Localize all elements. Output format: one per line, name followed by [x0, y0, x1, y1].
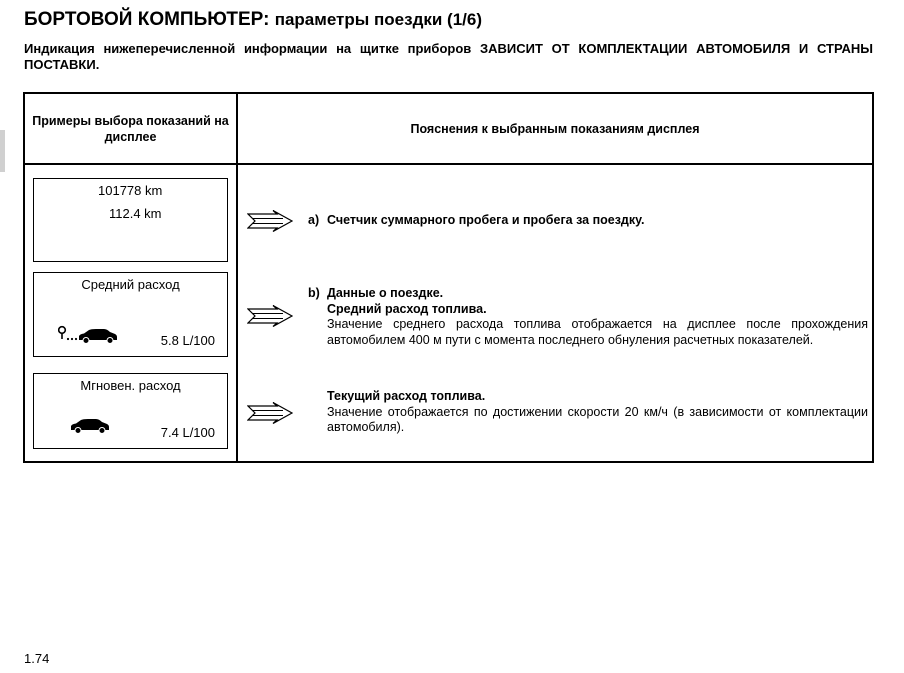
explanation-c [308, 389, 868, 436]
page-title [24, 8, 482, 32]
explanation-b-subtitle: Средний расход топлива. [327, 301, 487, 316]
arrow-icon [247, 402, 293, 424]
explanation-c-text: Значение отображается по достижении скорости 20 км/ч (в зависимости от комплектации автомобиля). [327, 404, 868, 434]
table-header-left: Примеры выбора показаний на дисплее [32, 113, 229, 144]
explanation-a-mark: a) [308, 213, 320, 227]
table-divider-horizontal [25, 163, 872, 165]
table-header-right: Пояснения к выбранным показаниям дисплея [410, 121, 700, 136]
explanation-a [308, 213, 644, 229]
explanation-b [308, 286, 868, 348]
display-instant-consumption [33, 373, 228, 449]
odometer-trip: 112.4 km [109, 206, 162, 221]
explanation-c-subtitle: Текущий расход топлива. [327, 389, 486, 403]
explanation-a-text: Счетчик суммарного пробега и пробега за поездку. [327, 213, 645, 227]
section-tab-marker [0, 130, 5, 172]
explanation-b-text: Значение среднего расхода топлива отображается на дисплее после прохождения автомобилем 400 м пути с момента последнего обнуления расчетных показателей. [327, 317, 868, 347]
intro-note: Индикация нижеперечисленной информации на щитке приборов ЗАВИСИТ ОТ КОМПЛЕКТАЦИИ АВТОМОБИЛЯ И СТРАНЫ ПОСТАВКИ. [24, 41, 873, 72]
car-icon [70, 418, 110, 434]
instant-consumption-label: Мгновен. расход [80, 378, 181, 393]
display-odometer [33, 178, 228, 262]
arrow-icon [247, 210, 293, 232]
display-average-consumption [33, 272, 228, 357]
title-main: БОРТОВОЙ КОМПЬЮТЕР: [24, 9, 270, 30]
arrow-icon [247, 305, 293, 327]
odometer-total: 101778 km [98, 183, 163, 198]
info-table [23, 92, 874, 463]
average-consumption-label: Средний расход [81, 277, 180, 292]
explanation-b-title: Данные о поездке. [327, 286, 444, 300]
explanation-b-mark: b) [308, 286, 320, 300]
trip-car-icon [58, 325, 120, 347]
title-sub: параметры поездки (1/6) [274, 10, 482, 29]
average-consumption-value: 5.8 L/100 [160, 333, 215, 348]
instant-consumption-value: 7.4 L/100 [160, 425, 215, 440]
page-number: 1.74 [24, 651, 50, 666]
